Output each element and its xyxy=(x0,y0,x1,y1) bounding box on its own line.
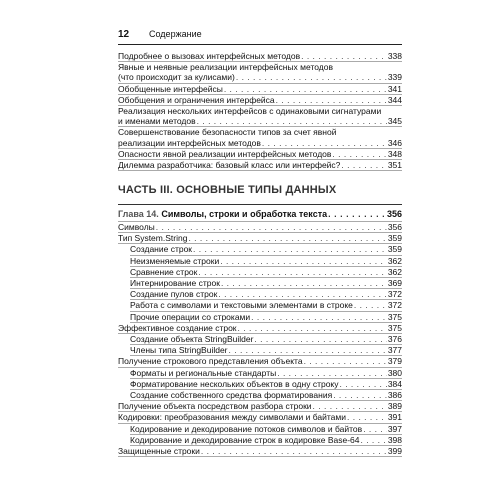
dot-leader xyxy=(277,368,387,378)
toc-entry[interactable] xyxy=(118,412,402,422)
dot-leader xyxy=(339,379,386,389)
dot-leader xyxy=(220,256,387,266)
chapter-entry[interactable] xyxy=(118,208,402,220)
dot-leader xyxy=(251,312,387,322)
toc-section-top xyxy=(118,51,402,171)
toc-entry-row xyxy=(130,278,402,288)
toc-entry-row xyxy=(130,312,402,322)
toc-entry[interactable] xyxy=(118,160,402,170)
dot-leader xyxy=(360,435,386,445)
toc-page-number: 376 xyxy=(387,334,402,345)
toc-entry[interactable] xyxy=(118,289,402,299)
toc-entry-row xyxy=(130,368,402,378)
dot-leader xyxy=(354,300,387,310)
page-number: 12 xyxy=(118,28,130,40)
toc-entry-title: Обобщенные интерфейсы xyxy=(118,83,223,94)
toc-entry-title: Кодирование и декодирование строк в кодировке Base-64 xyxy=(130,434,360,445)
toc-page-number: 399 xyxy=(387,446,402,457)
toc-page-number: 346 xyxy=(387,137,402,148)
toc-page-number: 359 xyxy=(387,233,402,244)
toc-section-bottom xyxy=(118,208,402,457)
toc-entry-row xyxy=(118,412,402,422)
toc-page-number: 386 xyxy=(387,390,402,401)
toc-entry-row xyxy=(118,72,402,82)
toc-entry[interactable] xyxy=(118,312,402,322)
toc-entry-row xyxy=(118,323,402,333)
toc-page-number: 379 xyxy=(387,356,402,367)
toc-entry[interactable] xyxy=(118,95,402,105)
toc-page-number: 356 xyxy=(387,222,402,232)
toc-entry[interactable] xyxy=(118,106,402,126)
toc-page-number: 384 xyxy=(387,378,402,389)
toc-entry-row xyxy=(130,300,402,310)
toc-entry-title: Получение объекта посредством разбора строки xyxy=(118,401,312,412)
toc-entry[interactable] xyxy=(118,446,402,456)
dot-leader xyxy=(201,446,387,456)
toc-entry-title-line: Явные и неявные реализации интерфейсных методов xyxy=(118,62,333,73)
toc-entry[interactable] xyxy=(118,278,402,288)
toc-page-number: 397 xyxy=(387,423,402,434)
toc-page-number: 372 xyxy=(387,300,402,311)
dot-leader xyxy=(197,116,387,126)
running-title: Содержание xyxy=(149,29,202,39)
toc-entry-row xyxy=(130,435,402,445)
toc-entry-row xyxy=(118,95,402,105)
dot-leader xyxy=(229,345,387,355)
dot-leader xyxy=(254,334,386,344)
toc-entry[interactable] xyxy=(118,222,402,232)
toc-entry[interactable] xyxy=(118,401,402,411)
dot-leader xyxy=(238,323,387,333)
toc-entry-title: Кодирование и декодирование потоков символов и байтов xyxy=(130,423,363,434)
toc-page-number: 348 xyxy=(387,148,402,159)
toc-entry-title: Форматирование нескольких объектов в одну строку xyxy=(130,378,339,389)
dot-leader xyxy=(198,267,386,277)
toc-entry[interactable] xyxy=(118,334,402,344)
toc-entry-title: Дилемма разработчика: базовый класс или интерфейс? xyxy=(118,160,341,171)
toc-page-number: 362 xyxy=(387,255,402,266)
toc-entry[interactable] xyxy=(118,368,402,378)
toc-entry-row xyxy=(118,149,402,159)
toc-page-number: 339 xyxy=(387,72,402,83)
dot-leader xyxy=(224,84,387,94)
toc-page-number: 351 xyxy=(387,160,402,171)
toc-entry-row xyxy=(118,222,402,232)
dot-leader xyxy=(363,424,387,434)
toc-entry-row xyxy=(130,390,402,400)
toc-entry[interactable] xyxy=(118,345,402,355)
toc-entry[interactable] xyxy=(118,379,402,389)
toc-entry-row xyxy=(118,160,402,170)
chapter-title: Символы, строки и обработка текста xyxy=(161,209,328,219)
dot-leader xyxy=(313,401,387,411)
toc-entry-title: Неизменяемые строки xyxy=(130,255,220,266)
toc-entry-row xyxy=(118,116,402,126)
toc-entry-title: Опасности явной реализации интерфейсных методов xyxy=(118,148,332,159)
toc-entry[interactable] xyxy=(118,300,402,310)
toc-page-number: 389 xyxy=(387,401,402,412)
toc-entry-row xyxy=(130,289,402,299)
toc-page-number: 375 xyxy=(387,311,402,322)
dot-leader xyxy=(236,72,387,82)
toc-entry-title: Интернирование строк xyxy=(130,278,220,289)
toc-entry-row xyxy=(130,345,402,355)
toc-entry[interactable] xyxy=(118,84,402,94)
toc-entry-title: Члены типа StringBuilder xyxy=(130,345,228,356)
toc-entry-title: Форматы и региональные стандарты xyxy=(130,367,277,378)
toc-entry[interactable] xyxy=(118,390,402,400)
toc-entry-row xyxy=(118,356,402,366)
toc-entry-title-line: Совершенствование безопасности типов за счет явной xyxy=(118,127,337,138)
dot-leader xyxy=(333,390,387,400)
toc-entry-row xyxy=(118,84,402,94)
toc-entry-title: Создание строк xyxy=(130,244,193,255)
toc-entry-title: реализации интерфейсных методов xyxy=(118,137,261,148)
toc-entry-title: и именами методов xyxy=(118,116,196,127)
toc-page-number: 375 xyxy=(387,322,402,333)
toc-entry-title: Подробнее о вызовах интерфейсных методов xyxy=(118,51,301,61)
toc-entry-title: Создание объекта StringBuilder xyxy=(130,334,254,345)
dot-leader xyxy=(328,208,386,220)
dot-leader xyxy=(304,356,387,366)
toc-entry[interactable] xyxy=(118,323,402,333)
toc-entry[interactable] xyxy=(118,424,402,434)
toc-entry-title: Получение строкового представления объекта xyxy=(118,356,303,367)
toc-entry-title-line: Реализация нескольких интерфейсов с одинаковыми сигнатурами xyxy=(118,106,382,117)
toc-page-number: 380 xyxy=(387,367,402,378)
toc-page-number: 369 xyxy=(387,278,402,289)
toc-entry-row xyxy=(118,401,402,411)
dot-leader xyxy=(347,412,387,422)
toc-entry-row xyxy=(130,334,402,344)
toc-entry[interactable] xyxy=(118,356,402,366)
toc-entry[interactable] xyxy=(118,127,402,147)
toc-entry-row xyxy=(130,256,402,266)
chapter-rule xyxy=(118,204,402,205)
toc-entry-title: Обобщения и ограничения интерфейса xyxy=(118,94,275,105)
toc-entry[interactable] xyxy=(118,62,402,82)
dot-leader xyxy=(193,244,387,254)
toc-page-number: 377 xyxy=(387,345,402,356)
page-header xyxy=(118,27,448,41)
toc-entry-row xyxy=(130,244,402,254)
toc-page-number: 359 xyxy=(387,244,402,255)
toc-entry-row xyxy=(130,267,402,277)
dot-leader xyxy=(341,160,386,170)
dot-leader xyxy=(218,289,386,299)
toc-entry-row xyxy=(118,446,402,456)
dot-leader xyxy=(301,51,387,61)
toc-entry[interactable] xyxy=(118,256,402,266)
toc-page-number: 391 xyxy=(387,412,402,423)
entry-separator xyxy=(118,170,402,171)
toc-entry-row xyxy=(130,379,402,389)
toc-entry-row xyxy=(118,233,402,243)
dot-leader xyxy=(262,138,387,148)
chapter-label: Глава 14. xyxy=(118,209,159,219)
toc-page-number: 338 xyxy=(387,51,402,61)
toc-entry-row xyxy=(118,138,402,148)
dot-leader xyxy=(276,95,387,105)
toc-entry-title: Прочие операции со строками xyxy=(130,311,251,322)
toc-entry-title: Кодировки: преобразования между символами и байтами xyxy=(118,412,347,423)
toc-page-number: 362 xyxy=(387,266,402,277)
toc-page-number: 398 xyxy=(387,434,402,445)
toc-entry-title: Сравнение строк xyxy=(130,266,198,277)
entry-separator xyxy=(118,456,402,457)
toc-entry[interactable] xyxy=(118,244,402,254)
toc-entry[interactable] xyxy=(118,267,402,277)
toc-entry-row xyxy=(130,424,402,434)
toc-entry-title: Создание собственного средства форматирования xyxy=(130,390,333,401)
toc-page-number: 341 xyxy=(387,83,402,94)
part-title: ЧАСТЬ III. ОСНОВНЫЕ ТИПЫ ДАННЫХ xyxy=(118,184,337,196)
header-rule xyxy=(118,44,402,45)
toc-page-number: 372 xyxy=(387,289,402,300)
dot-leader xyxy=(188,233,386,243)
chapter-row xyxy=(118,208,402,220)
toc-entry-title: Эффективное создание строк xyxy=(118,322,237,333)
toc-page-number: 345 xyxy=(387,116,402,127)
toc-entry-row xyxy=(118,51,402,61)
toc-entry[interactable] xyxy=(118,435,402,445)
toc-entry-title: Защищенные строки xyxy=(118,446,200,457)
toc-page-number: 344 xyxy=(387,94,402,105)
toc-entry-title: (что происходит за кулисами) xyxy=(118,72,235,83)
dot-leader xyxy=(156,222,387,232)
toc-entry[interactable] xyxy=(118,149,402,159)
toc-entry-title: Создание пулов строк xyxy=(130,289,218,300)
toc-entry-title: Символы xyxy=(118,222,155,232)
toc-entry[interactable] xyxy=(118,233,402,243)
toc-entry[interactable] xyxy=(118,51,402,61)
chapter-page-number: 356 xyxy=(386,209,402,219)
dot-leader xyxy=(332,149,386,159)
toc-entry-title: Работа с символами и текстовыми элементами в строке xyxy=(130,300,353,311)
toc-entry-title: Тип System.String xyxy=(118,233,188,244)
dot-leader xyxy=(221,278,387,288)
